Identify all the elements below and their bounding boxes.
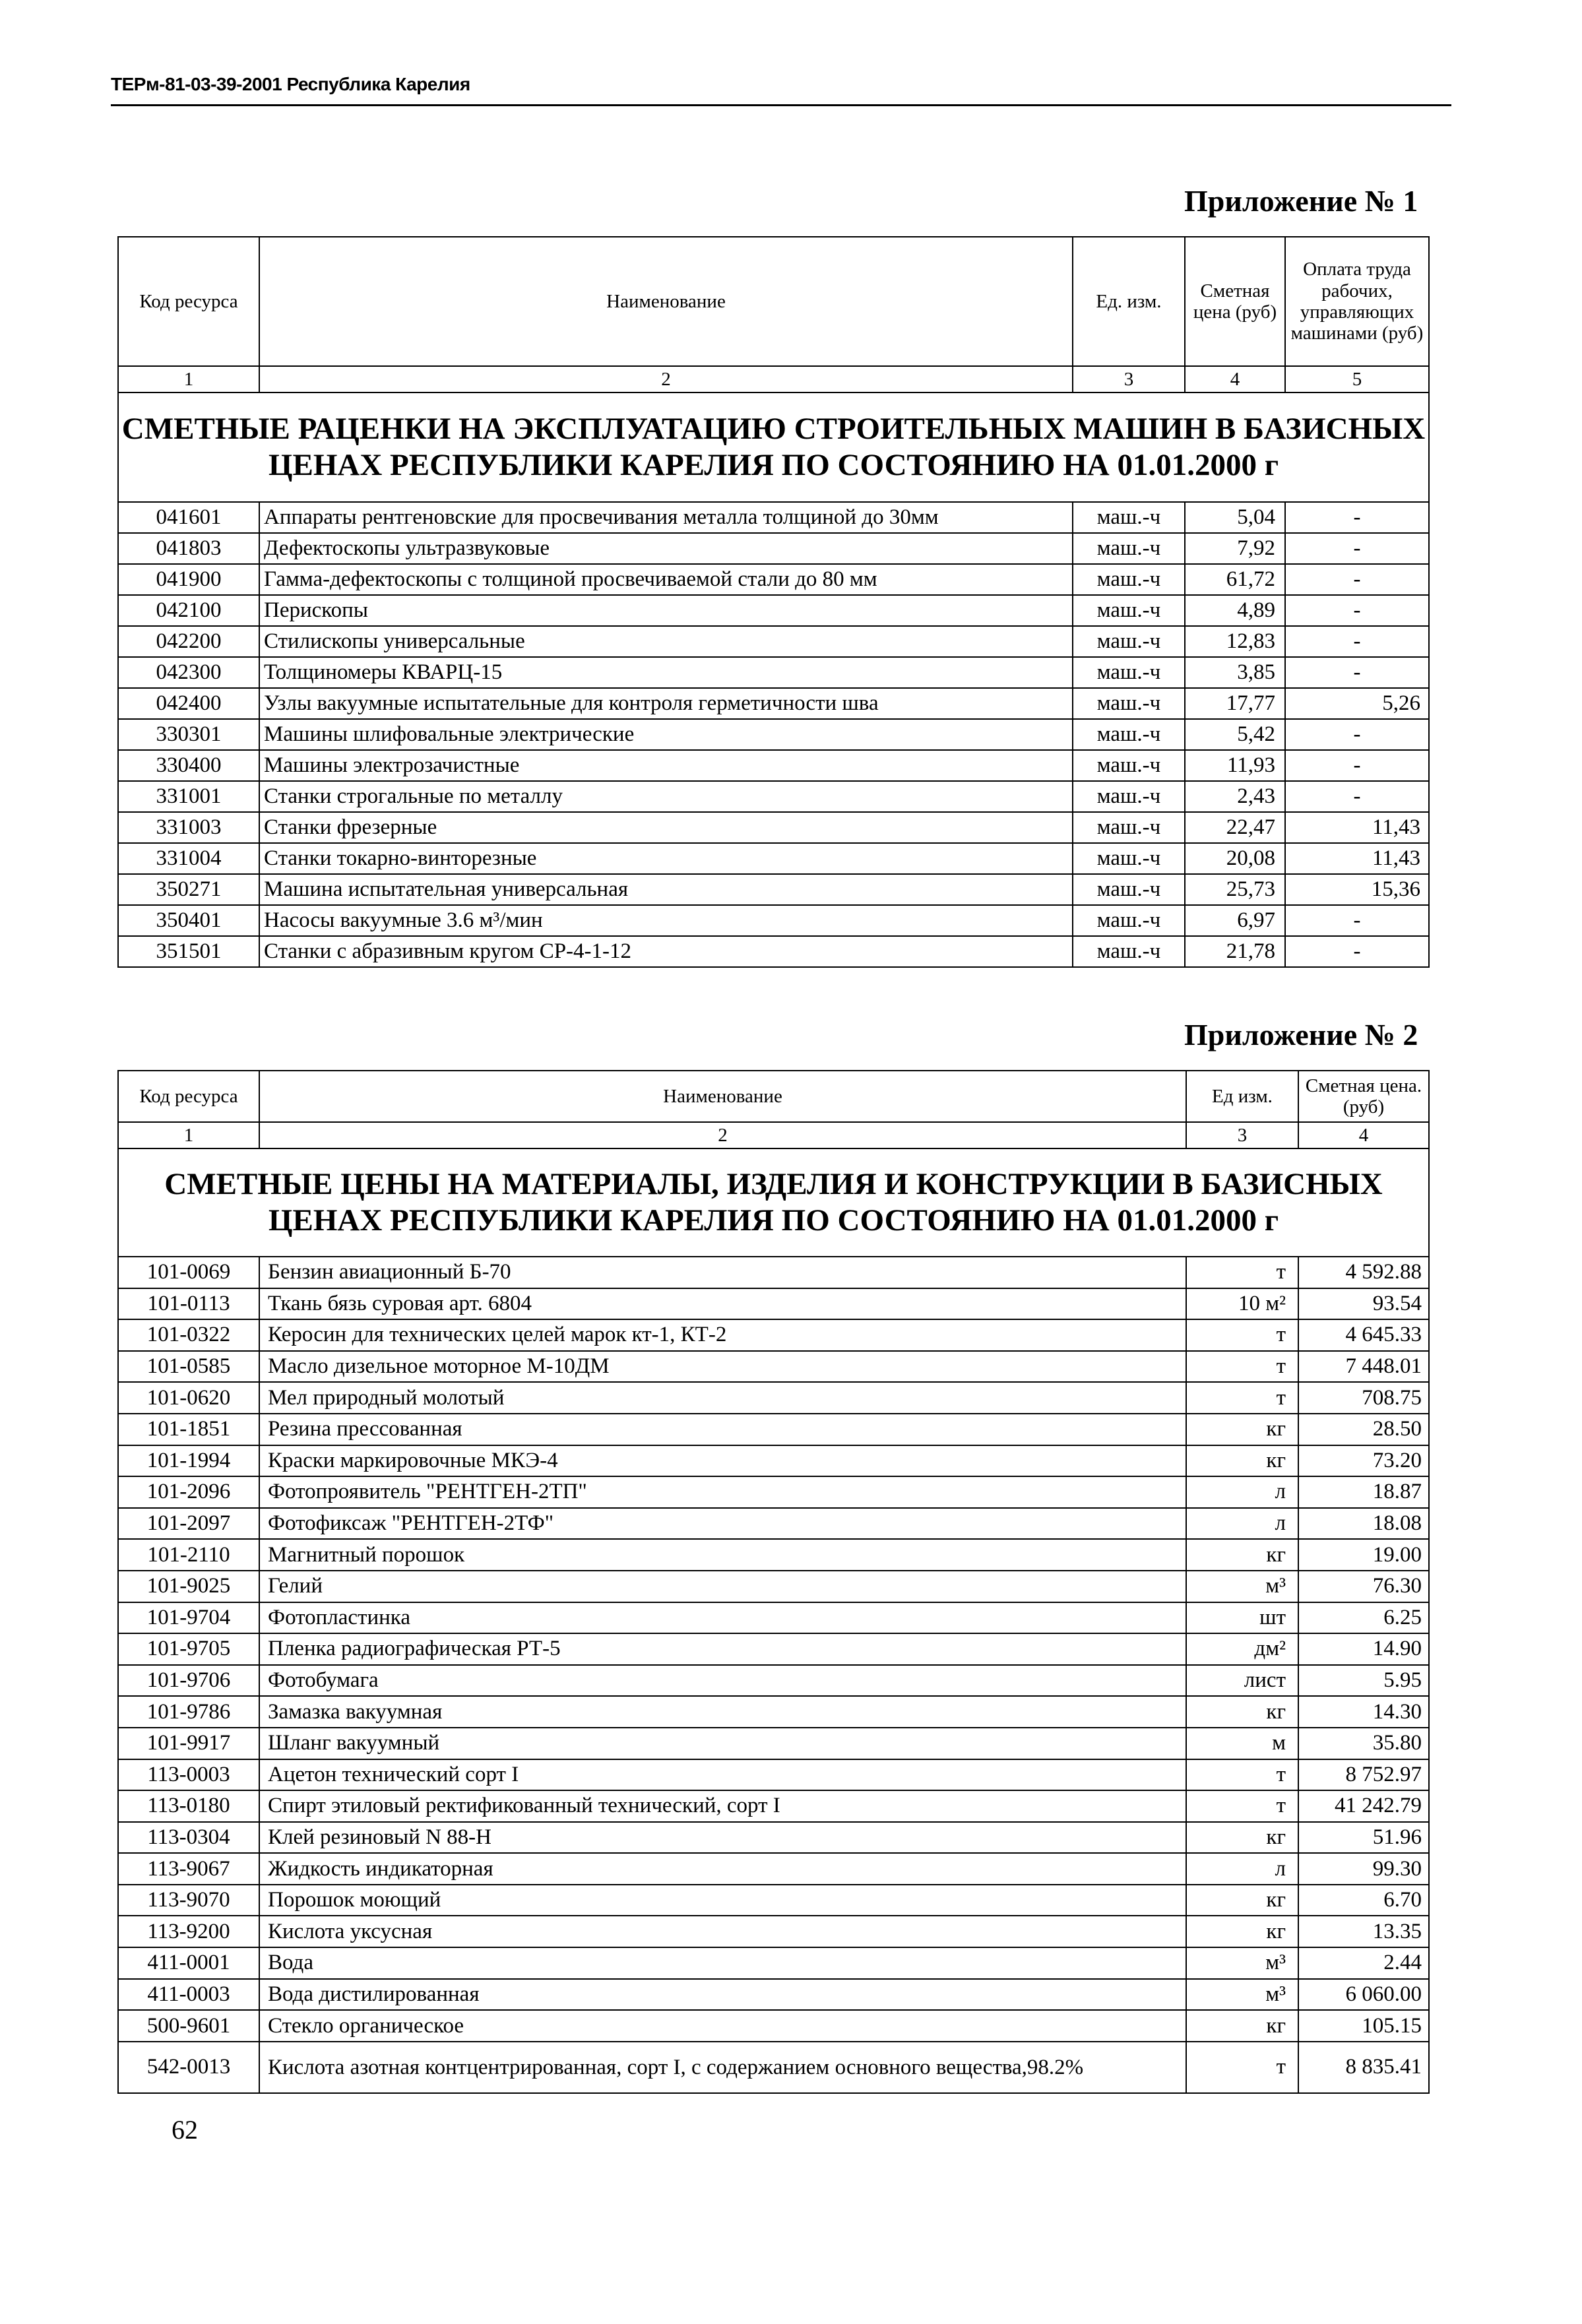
material-price: 51.96 — [1298, 1822, 1429, 1854]
table-row — [118, 1979, 1429, 2011]
material-unit: т — [1186, 1319, 1298, 1351]
material-unit: кг — [1186, 2010, 1298, 2042]
material-code: 101-0585 — [118, 1351, 259, 1383]
resource-code: 351501 — [118, 936, 259, 967]
material-price: 6 060.00 — [1298, 1979, 1429, 2011]
resource-code: 042400 — [118, 688, 259, 719]
section-title: СМЕТНЫЕ РАЦЕНКИ НА ЭКСПЛУАТАЦИЮ СТРОИТЕЛЬНЫХ МАШИН В БАЗИСНЫХ ЦЕНАХ РЕСПУБЛИКИ КАРЕЛИЯ ПО СОСТОЯНИЮ НА 01.01.2000 г — [118, 393, 1429, 502]
table-row — [118, 1947, 1429, 1979]
material-price: 105.15 — [1298, 2010, 1429, 2042]
table-row — [118, 781, 1429, 812]
worker-pay: 11,43 — [1285, 843, 1429, 874]
table-row — [118, 1288, 1429, 1320]
section-row — [118, 1148, 1429, 1257]
column-number: 4 — [1298, 1122, 1429, 1148]
material-unit: лист — [1186, 1665, 1298, 1697]
resource-code: 041601 — [118, 502, 259, 533]
col-header-unit: Ед. изм. — [1073, 237, 1185, 366]
column-number: 4 — [1185, 366, 1285, 393]
material-name: Фотофиксаж "РЕНТГЕН-2ТФ" — [259, 1508, 1186, 1540]
resource-name: Дефектоскопы ультразвуковые — [259, 533, 1073, 564]
resource-unit: маш.-ч — [1073, 564, 1185, 595]
material-code: 101-9786 — [118, 1696, 259, 1728]
table-row — [118, 905, 1429, 936]
machines-table — [117, 236, 1430, 968]
table-row — [118, 1476, 1429, 1508]
material-name: Гелий — [259, 1571, 1186, 1602]
section-row — [118, 393, 1429, 502]
column-number: 5 — [1285, 366, 1429, 393]
resource-price: 25,73 — [1185, 874, 1285, 905]
material-price: 18.87 — [1298, 1476, 1429, 1508]
resource-unit: маш.-ч — [1073, 936, 1185, 967]
material-code: 113-0003 — [118, 1759, 259, 1791]
resource-unit: маш.-ч — [1073, 719, 1185, 750]
table-row — [118, 1916, 1429, 1947]
material-price: 18.08 — [1298, 1508, 1429, 1540]
material-code: 101-9917 — [118, 1728, 259, 1759]
material-code: 101-0322 — [118, 1319, 259, 1351]
material-name: Клей резиновый N 88-Н — [259, 1822, 1186, 1854]
material-unit: т — [1186, 1382, 1298, 1414]
table-row — [118, 1445, 1429, 1477]
section-title: СМЕТНЫЕ ЦЕНЫ НА МАТЕРИАЛЫ, ИЗДЕЛИЯ И КОНСТРУКЦИИ В БАЗИСНЫХ ЦЕНАХ РЕСПУБЛИКИ КАРЕЛИЯ ПО СОСТОЯНИЮ НА 01.01.2000 г — [118, 1148, 1429, 1257]
material-price: 19.00 — [1298, 1539, 1429, 1571]
table-row — [118, 874, 1429, 905]
resource-name: Станки строгальные по металлу — [259, 781, 1073, 812]
resource-unit: маш.-ч — [1073, 595, 1185, 626]
resource-unit: маш.-ч — [1073, 874, 1185, 905]
material-unit: т — [1186, 1759, 1298, 1791]
material-unit: кг — [1186, 1822, 1298, 1854]
material-price: 5.95 — [1298, 1665, 1429, 1697]
col-header-name: Наименование — [259, 1071, 1186, 1122]
material-price: 28.50 — [1298, 1414, 1429, 1445]
material-name: Стекло органическое — [259, 2010, 1186, 2042]
worker-pay: - — [1285, 905, 1429, 936]
table-row — [118, 1759, 1429, 1791]
table-row — [118, 1728, 1429, 1759]
table-row — [118, 719, 1429, 750]
table-row — [118, 1853, 1429, 1885]
resource-name: Толщиномеры КВАРЦ-15 — [259, 657, 1073, 688]
resource-unit: маш.-ч — [1073, 533, 1185, 564]
resource-code: 041803 — [118, 533, 259, 564]
material-name: Жидкость индикаторная — [259, 1853, 1186, 1885]
material-unit: кг — [1186, 1539, 1298, 1571]
material-name: Вода дистилированная — [259, 1979, 1186, 2011]
material-code: 101-2096 — [118, 1476, 259, 1508]
col-header-pay: Оплата труда рабочих, управляющих машинами (руб) — [1285, 237, 1429, 366]
material-price: 14.90 — [1298, 1633, 1429, 1665]
column-number: 3 — [1073, 366, 1185, 393]
resource-price: 17,77 — [1185, 688, 1285, 719]
material-code: 411-0003 — [118, 1979, 259, 2011]
material-code: 113-9070 — [118, 1885, 259, 1916]
worker-pay: 15,36 — [1285, 874, 1429, 905]
material-unit: дм² — [1186, 1633, 1298, 1665]
header-rule — [111, 104, 1451, 106]
resource-code: 350401 — [118, 905, 259, 936]
table-row — [118, 2042, 1429, 2093]
column-number: 2 — [259, 366, 1073, 393]
resource-code: 350271 — [118, 874, 259, 905]
column-number-row — [118, 1122, 1429, 1148]
resource-name: Аппараты рентгеновские для просвечивания металла толщиной до 30мм — [259, 502, 1073, 533]
material-unit: кг — [1186, 1696, 1298, 1728]
material-name: Фотобумага — [259, 1665, 1186, 1697]
table-row — [118, 750, 1429, 781]
resource-price: 5,04 — [1185, 502, 1285, 533]
resource-price: 5,42 — [1185, 719, 1285, 750]
worker-pay: 11,43 — [1285, 812, 1429, 843]
material-name: Пленка радиографическая РТ-5 — [259, 1633, 1186, 1665]
table-row — [118, 1822, 1429, 1854]
table-row — [118, 843, 1429, 874]
material-code: 113-9200 — [118, 1916, 259, 1947]
resource-name: Станки фрезерные — [259, 812, 1073, 843]
resource-price: 21,78 — [1185, 936, 1285, 967]
resource-unit: маш.-ч — [1073, 626, 1185, 657]
table-row — [118, 688, 1429, 719]
resource-code: 042200 — [118, 626, 259, 657]
material-name: Ацетон технический сорт I — [259, 1759, 1186, 1791]
table-row — [118, 936, 1429, 967]
material-unit: т — [1186, 1790, 1298, 1822]
worker-pay: - — [1285, 781, 1429, 812]
table-row — [118, 1790, 1429, 1822]
table-row — [118, 1319, 1429, 1351]
resource-name: Стилископы универсальные — [259, 626, 1073, 657]
col-header-code: Код ресурса — [118, 1071, 259, 1122]
resource-unit: маш.-ч — [1073, 843, 1185, 874]
material-unit: кг — [1186, 1414, 1298, 1445]
table-row — [118, 1602, 1429, 1634]
resource-price: 22,47 — [1185, 812, 1285, 843]
table-row — [118, 1885, 1429, 1916]
col-header-name: Наименование — [259, 237, 1073, 366]
column-number: 1 — [118, 366, 259, 393]
material-price: 76.30 — [1298, 1571, 1429, 1602]
material-name: Замазка вакуумная — [259, 1696, 1186, 1728]
worker-pay: - — [1285, 502, 1429, 533]
material-unit: м³ — [1186, 1947, 1298, 1979]
table-row — [118, 564, 1429, 595]
appendix-2-title: Приложение № 2 — [1184, 1018, 1418, 1052]
resource-price: 12,83 — [1185, 626, 1285, 657]
resource-price: 11,93 — [1185, 750, 1285, 781]
material-name: Шланг вакуумный — [259, 1728, 1186, 1759]
resource-name: Перископы — [259, 595, 1073, 626]
table-row — [118, 1382, 1429, 1414]
material-name: Резина прессованная — [259, 1414, 1186, 1445]
resource-unit: маш.-ч — [1073, 750, 1185, 781]
material-code: 101-2110 — [118, 1539, 259, 1571]
resource-price: 4,89 — [1185, 595, 1285, 626]
table-row — [118, 1696, 1429, 1728]
materials-table — [117, 1070, 1430, 2094]
material-price: 41 242.79 — [1298, 1790, 1429, 1822]
worker-pay: 5,26 — [1285, 688, 1429, 719]
resource-code: 331004 — [118, 843, 259, 874]
col-header-unit: Ед изм. — [1186, 1071, 1298, 1122]
table-row — [118, 502, 1429, 533]
material-code: 101-9705 — [118, 1633, 259, 1665]
material-unit: т — [1186, 2042, 1298, 2093]
table-row — [118, 812, 1429, 843]
material-price: 6.25 — [1298, 1602, 1429, 1634]
material-price: 708.75 — [1298, 1382, 1429, 1414]
material-price: 14.30 — [1298, 1696, 1429, 1728]
table-row — [118, 2010, 1429, 2042]
material-name: Ткань бязь суровая арт. 6804 — [259, 1288, 1186, 1320]
resource-code: 042300 — [118, 657, 259, 688]
material-code: 101-1994 — [118, 1445, 259, 1477]
material-code: 101-9706 — [118, 1665, 259, 1697]
resource-unit: маш.-ч — [1073, 688, 1185, 719]
material-price: 6.70 — [1298, 1885, 1429, 1916]
resource-name: Станки с абразивным кругом СР-4-1-12 — [259, 936, 1073, 967]
material-code: 101-9704 — [118, 1602, 259, 1634]
resource-name: Насосы вакуумные 3.6 м³/мин — [259, 905, 1073, 936]
material-unit: кг — [1186, 1885, 1298, 1916]
table-row — [118, 1257, 1429, 1288]
worker-pay: - — [1285, 564, 1429, 595]
material-code: 101-2097 — [118, 1508, 259, 1540]
resource-name: Узлы вакуумные испытательные для контроля герметичности шва — [259, 688, 1073, 719]
material-name: Порошок моющий — [259, 1885, 1186, 1916]
resource-name: Гамма-дефектоскопы с толщиной просвечиваемой стали до 80 мм — [259, 564, 1073, 595]
material-code: 113-9067 — [118, 1853, 259, 1885]
worker-pay: - — [1285, 936, 1429, 967]
worker-pay: - — [1285, 595, 1429, 626]
material-unit: 10 м² — [1186, 1288, 1298, 1320]
material-unit: л — [1186, 1476, 1298, 1508]
resource-price: 61,72 — [1185, 564, 1285, 595]
table-row — [118, 1508, 1429, 1540]
material-code: 542-0013 — [118, 2042, 259, 2093]
material-price: 13.35 — [1298, 1916, 1429, 1947]
material-code: 500-9601 — [118, 2010, 259, 2042]
resource-price: 3,85 — [1185, 657, 1285, 688]
running-header: ТЕРм-81-03-39-2001 Республика Карелия — [111, 74, 470, 94]
table-row — [118, 1351, 1429, 1383]
material-code: 101-1851 — [118, 1414, 259, 1445]
table-row — [118, 595, 1429, 626]
worker-pay: - — [1285, 750, 1429, 781]
material-price: 4 592.88 — [1298, 1257, 1429, 1288]
material-code: 101-0113 — [118, 1288, 259, 1320]
material-name: Мел природный молотый — [259, 1382, 1186, 1414]
resource-price: 20,08 — [1185, 843, 1285, 874]
table-row — [118, 1571, 1429, 1602]
column-number-row — [118, 366, 1429, 393]
material-name: Фотопластинка — [259, 1602, 1186, 1634]
material-price: 2.44 — [1298, 1947, 1429, 1979]
table-row — [118, 1539, 1429, 1571]
material-code: 113-0304 — [118, 1822, 259, 1854]
material-code: 101-9025 — [118, 1571, 259, 1602]
resource-name: Машины шлифовальные электрические — [259, 719, 1073, 750]
material-unit: м³ — [1186, 1979, 1298, 2011]
material-name: Бензин авиационный Б-70 — [259, 1257, 1186, 1288]
column-number: 2 — [259, 1122, 1186, 1148]
material-code: 411-0001 — [118, 1947, 259, 1979]
resource-price: 6,97 — [1185, 905, 1285, 936]
material-unit: л — [1186, 1508, 1298, 1540]
table-row — [118, 657, 1429, 688]
column-number: 1 — [118, 1122, 259, 1148]
resource-name: Машина испытательная универсальная — [259, 874, 1073, 905]
material-code: 101-0620 — [118, 1382, 259, 1414]
worker-pay: - — [1285, 533, 1429, 564]
column-number: 3 — [1186, 1122, 1298, 1148]
material-name: Кислота азотная контцентрированная, сорт I, с содержанием основного вещества,98.2% — [259, 2042, 1186, 2093]
material-unit: шт — [1186, 1602, 1298, 1634]
table-row — [118, 1665, 1429, 1697]
table-row — [118, 533, 1429, 564]
material-price: 8 752.97 — [1298, 1759, 1429, 1791]
material-name: Спирт этиловый ректификованный технический, сорт I — [259, 1790, 1186, 1822]
materials-table-body — [118, 1257, 1429, 2093]
material-unit: м³ — [1186, 1571, 1298, 1602]
material-price: 4 645.33 — [1298, 1319, 1429, 1351]
material-name: Вода — [259, 1947, 1186, 1979]
table-header-row — [118, 1071, 1429, 1122]
page-number: 62 — [172, 2115, 198, 2145]
resource-code: 331003 — [118, 812, 259, 843]
material-name: Масло дизельное моторное М-10ДМ — [259, 1351, 1186, 1383]
resource-unit: маш.-ч — [1073, 502, 1185, 533]
material-unit: кг — [1186, 1916, 1298, 1947]
worker-pay: - — [1285, 719, 1429, 750]
material-name: Фотопроявитель "РЕНТГЕН-2ТП" — [259, 1476, 1186, 1508]
material-name: Краски маркировочные МКЭ-4 — [259, 1445, 1186, 1477]
material-price: 8 835.41 — [1298, 2042, 1429, 2093]
material-code: 113-0180 — [118, 1790, 259, 1822]
resource-name: Станки токарно-винторезные — [259, 843, 1073, 874]
material-unit: м — [1186, 1728, 1298, 1759]
material-price: 99.30 — [1298, 1853, 1429, 1885]
resource-price: 2,43 — [1185, 781, 1285, 812]
table-row — [118, 1633, 1429, 1665]
worker-pay: - — [1285, 626, 1429, 657]
resource-unit: маш.-ч — [1073, 781, 1185, 812]
worker-pay: - — [1285, 657, 1429, 688]
resource-unit: маш.-ч — [1073, 905, 1185, 936]
resource-price: 7,92 — [1185, 533, 1285, 564]
resource-code: 331001 — [118, 781, 259, 812]
col-header-code: Код ресурса — [118, 237, 259, 366]
material-unit: кг — [1186, 1445, 1298, 1477]
material-unit: л — [1186, 1853, 1298, 1885]
table-row — [118, 1414, 1429, 1445]
resource-code: 042100 — [118, 595, 259, 626]
appendix-1-title: Приложение № 1 — [1184, 184, 1418, 218]
table-row — [118, 626, 1429, 657]
material-price: 7 448.01 — [1298, 1351, 1429, 1383]
material-unit: т — [1186, 1351, 1298, 1383]
resource-unit: маш.-ч — [1073, 812, 1185, 843]
material-price: 73.20 — [1298, 1445, 1429, 1477]
machines-table-body — [118, 502, 1429, 967]
material-unit: т — [1186, 1257, 1298, 1288]
resource-code: 330301 — [118, 719, 259, 750]
resource-unit: маш.-ч — [1073, 657, 1185, 688]
col-header-price: Сметная цена. (руб) — [1298, 1071, 1429, 1122]
material-name: Кислота уксусная — [259, 1916, 1186, 1947]
material-price: 35.80 — [1298, 1728, 1429, 1759]
col-header-price: Сметная цена (руб) — [1185, 237, 1285, 366]
material-code: 101-0069 — [118, 1257, 259, 1288]
material-name: Магнитный порошок — [259, 1539, 1186, 1571]
material-name: Керосин для технических целей марок кт-1, КТ-2 — [259, 1319, 1186, 1351]
resource-code: 041900 — [118, 564, 259, 595]
resource-code: 330400 — [118, 750, 259, 781]
material-price: 93.54 — [1298, 1288, 1429, 1320]
resource-name: Машины электрозачистные — [259, 750, 1073, 781]
table-header-row — [118, 237, 1429, 366]
